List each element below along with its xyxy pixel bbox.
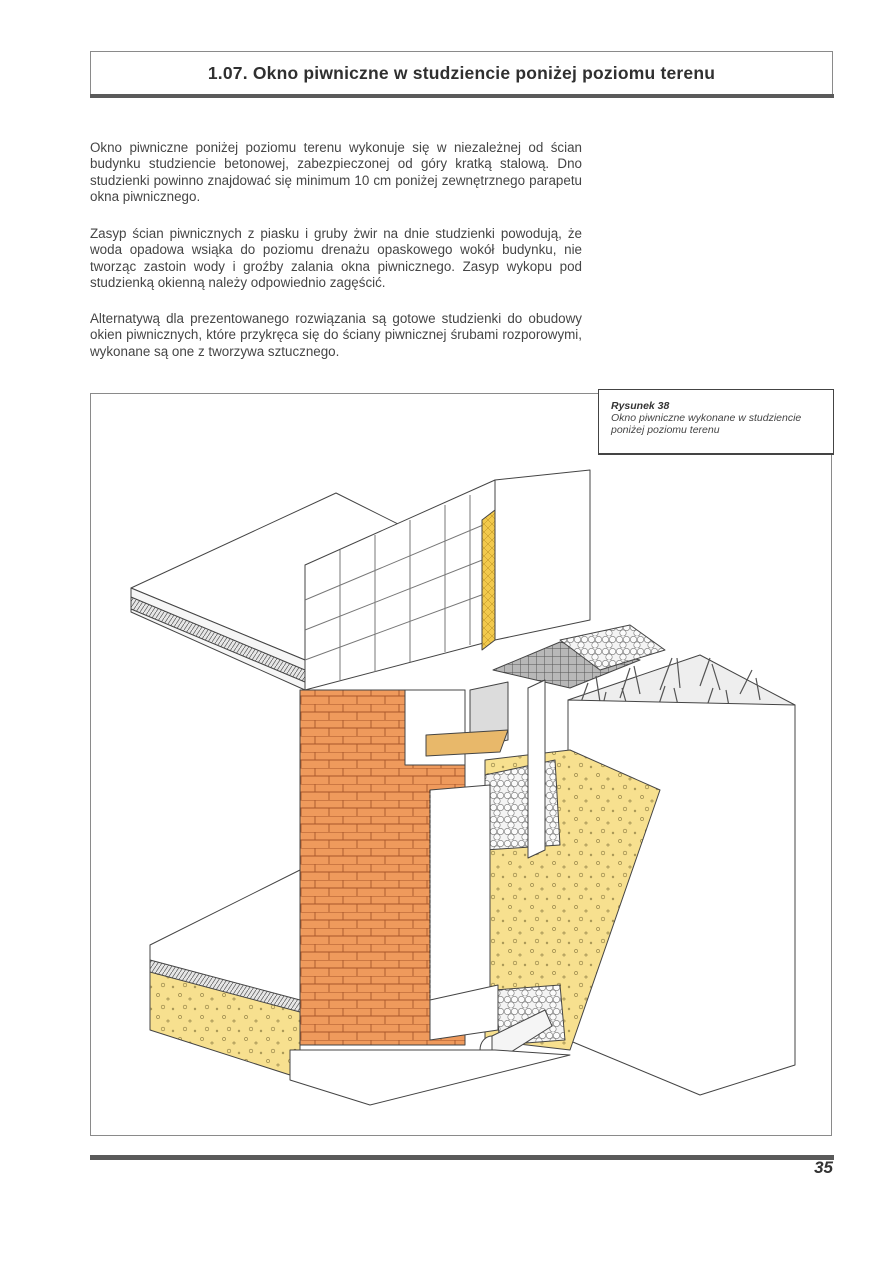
section-title: 1.07. Okno piwniczne w studziencie poniżej poziomu terenu — [207, 63, 716, 83]
figure-caption-text: Okno piwniczne wykonane w studziencie poniżej poziomu terenu — [611, 412, 802, 436]
title-underline — [90, 94, 834, 98]
page-number: 35 — [814, 1158, 833, 1177]
footer-rule — [90, 1155, 834, 1160]
section-title-box — [90, 51, 833, 95]
paragraph-1: Okno piwniczne poniżej poziomu terenu wykonuje się w niezależnej od ścian budynku studziencie betonowej, zabezpieczonej od góry kratką stalową. Dno studzienki powinno znajdować się minimum 10 cm poniżej zewnętrznego parapetu okna piwnicznego. — [90, 140, 582, 204]
figure-caption — [598, 389, 834, 455]
paragraph-2: Zasyp ścian piwnicznych z piasku i gruby żwir na dnie studzienki powodują, że woda opadowa wsiąka do poziomu drenażu opaskowego wokół budynku, nie tworząc zastoin wody i groźby zalania okna piwnicznego. Zasyp wykopu pod studzienką okienną należy odpowiednio zagęścić. — [90, 226, 582, 290]
figure-caption-title: Rysunek 38 — [611, 400, 670, 412]
paragraph-3: Alternatywą dla prezentowanego rozwiązania są gotowe studzienki do obudowy okien piwnicznych, które przykręca się do ściany piwnicznej śrubami rozporowymi, wykonane są one z tworzywa sztucznego. — [90, 311, 582, 359]
basement-window-well-illustration — [91, 394, 831, 1135]
